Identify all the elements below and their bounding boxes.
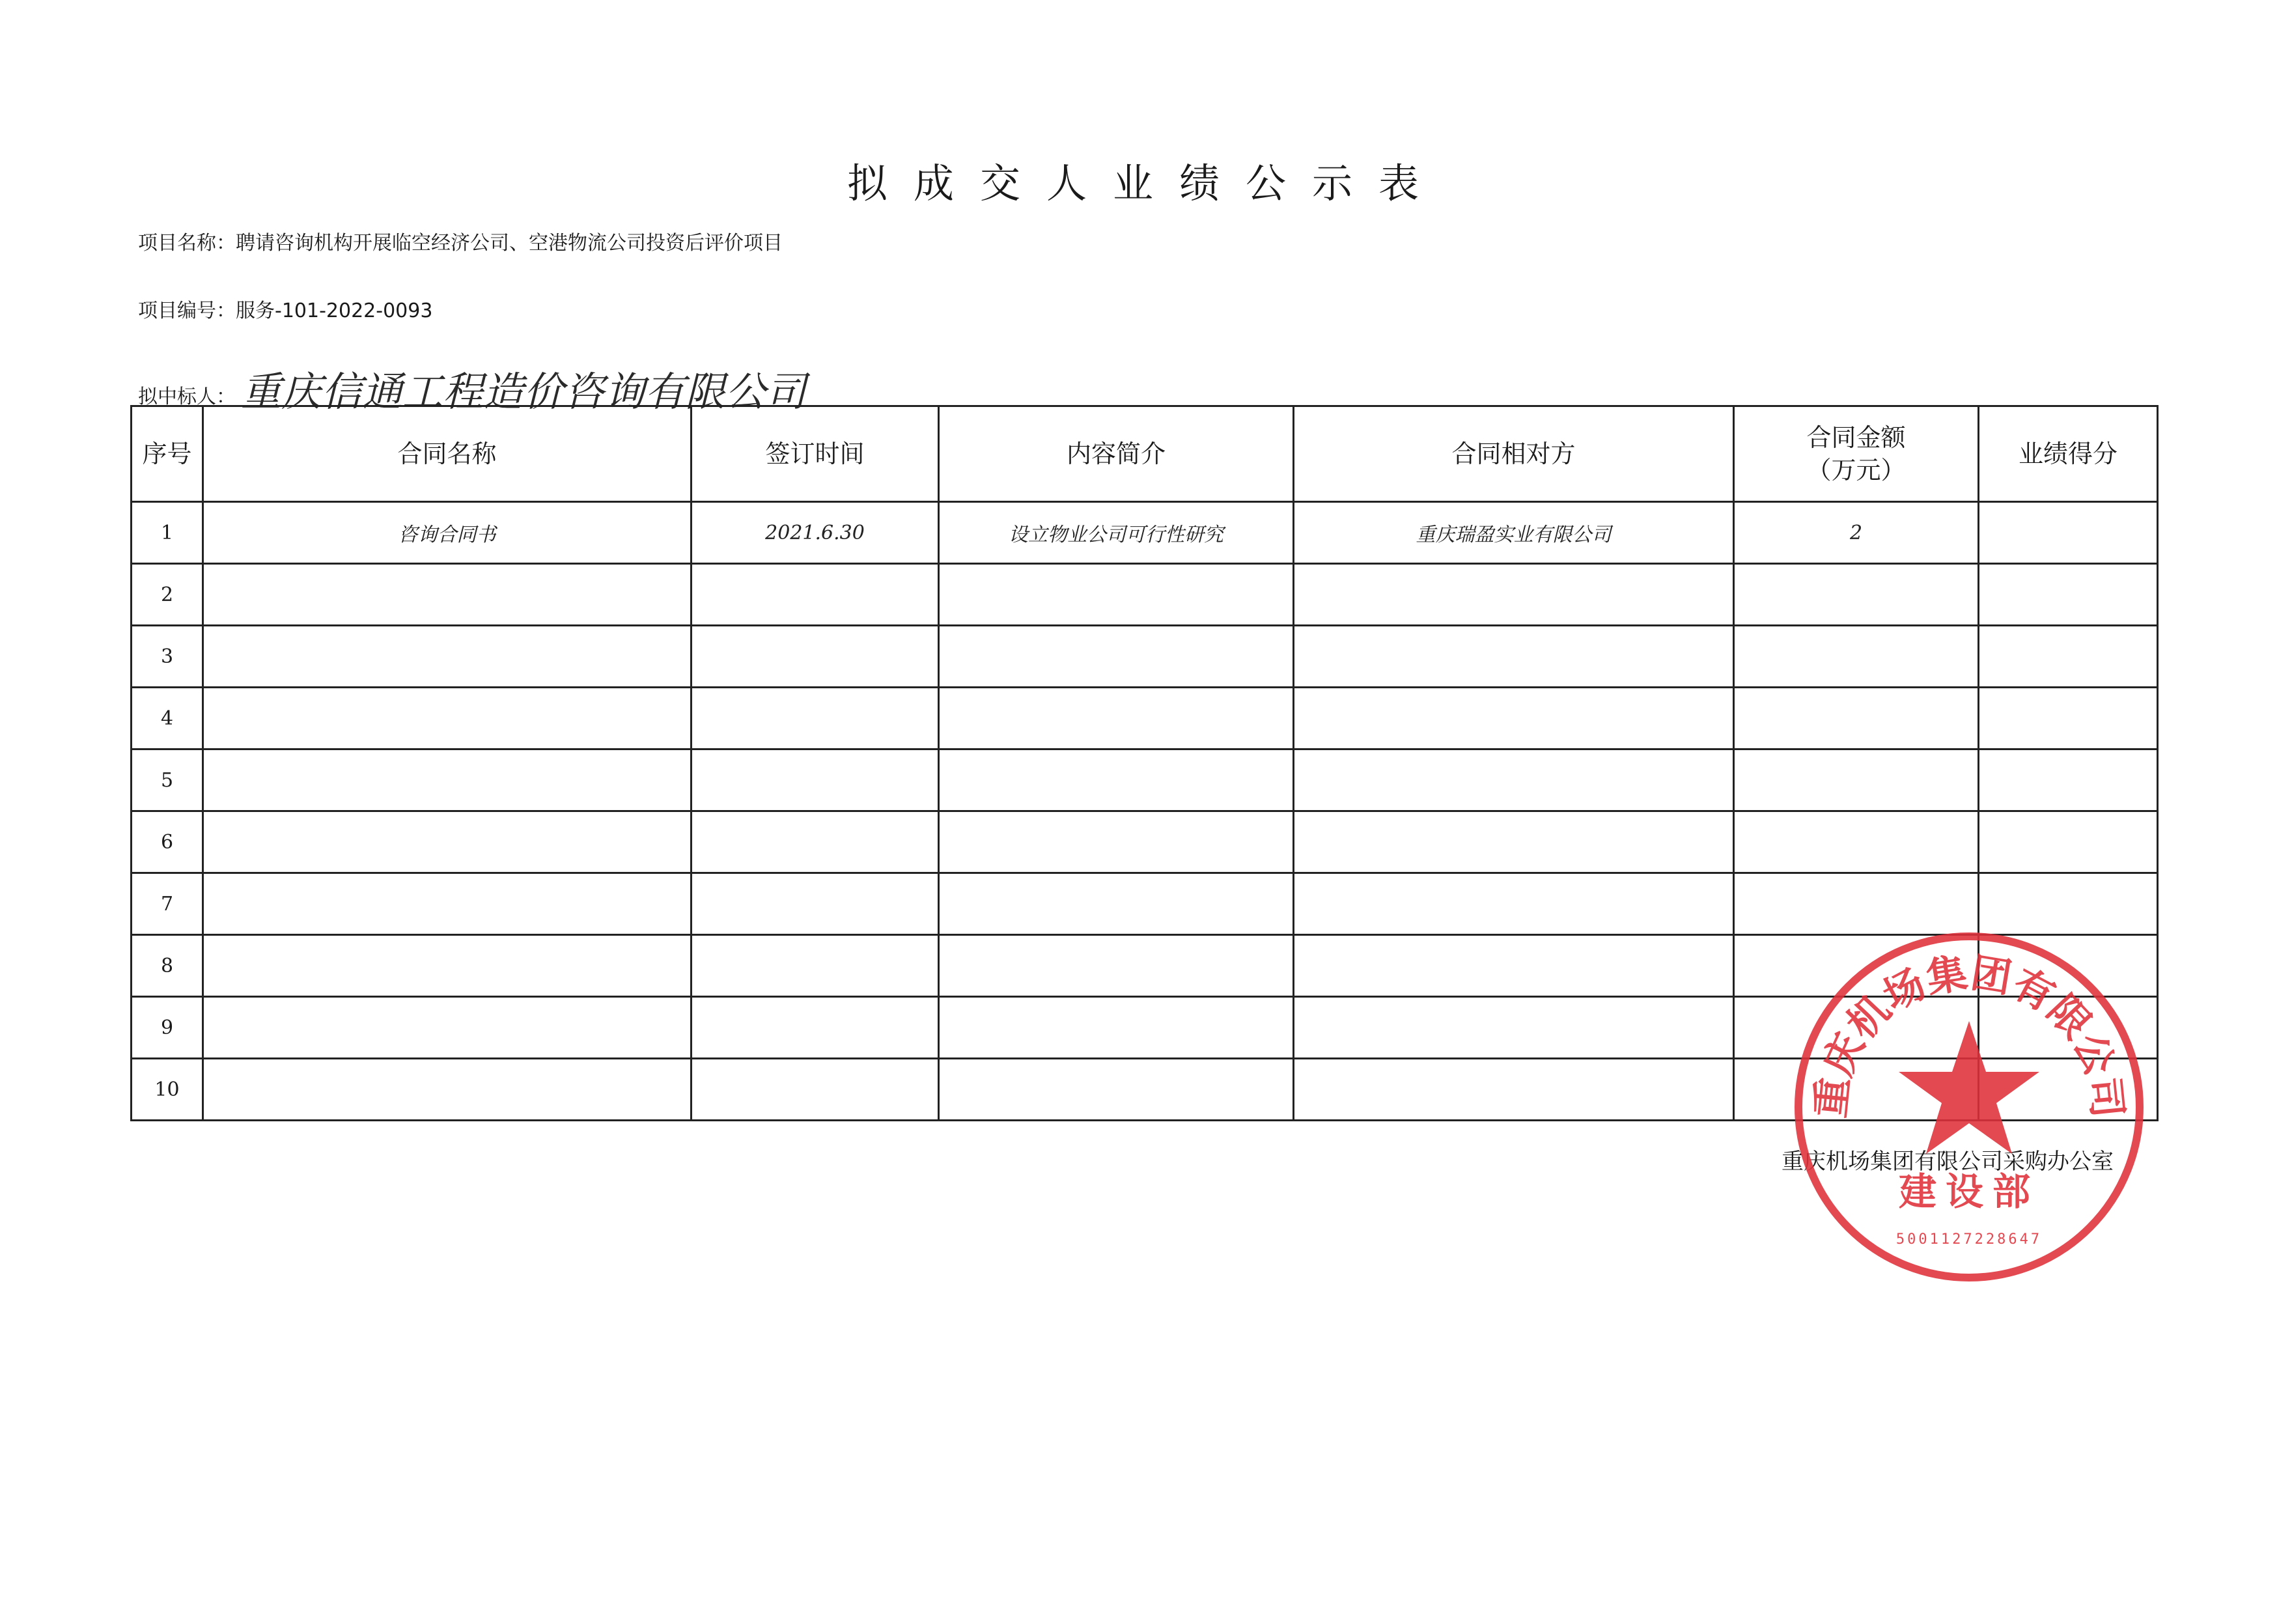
company-seal [1787,925,2151,1289]
row-contract-name [203,688,692,749]
row-contract-name [203,564,692,626]
table-row [132,688,2158,749]
row-sign-date [692,688,939,749]
row-sign-date [692,935,939,997]
row-no: 10 [132,1059,203,1121]
project-name-label: 项目名称： [138,232,236,255]
table-row [132,564,2158,626]
row-contract-name [203,997,692,1059]
proposed-bidder-label: 拟中标人： [138,385,236,408]
row-summary [939,1059,1294,1121]
table-header-row [132,406,2158,502]
project-name-line [138,227,783,255]
row-summary [939,935,1294,997]
seal-code: 5001127228647 [1895,1231,2043,1248]
row-counterparty [1294,1059,1734,1121]
row-no: 2 [132,564,203,626]
row-amount [1734,564,1979,626]
row-amount [1734,626,1979,688]
row-no: 7 [132,873,203,935]
row-no: 8 [132,935,203,997]
row-amount: 2 [1734,502,1979,564]
header-score: 业绩得分 [1979,406,2158,502]
procurement-office: 重庆机场集团有限公司采购办公室 [1782,1149,2114,1175]
row-sign-date [692,564,939,626]
row-counterparty [1294,935,1734,997]
row-score [1979,749,2158,811]
row-contract-name [203,873,692,935]
row-summary [939,564,1294,626]
row-sign-date [692,1059,939,1121]
table-row [132,811,2158,873]
row-no: 3 [132,626,203,688]
row-contract-name: 咨询合同书 [203,502,692,564]
row-sign-date [692,873,939,935]
row-contract-name [203,935,692,997]
row-no: 6 [132,811,203,873]
seal-ring-text: 重庆机场集团有限公司 [1806,948,2132,1120]
row-summary [939,997,1294,1059]
row-contract-name [203,749,692,811]
proposed-bidder-value: 重庆信通工程造价咨询有限公司 [241,368,807,415]
row-amount [1734,749,1979,811]
row-sign-date [692,626,939,688]
row-counterparty [1294,749,1734,811]
seal-department: 建设部 [1898,1169,2040,1214]
table-row [132,502,2158,564]
row-sign-date [692,811,939,873]
row-contract-name [203,626,692,688]
header-counterparty: 合同相对方 [1294,406,1734,502]
row-summary: 设立物业公司可行性研究 [939,502,1294,564]
row-summary [939,749,1294,811]
row-counterparty [1294,997,1734,1059]
row-summary [939,688,1294,749]
row-counterparty [1294,688,1734,749]
row-score [1979,688,2158,749]
document-title: 拟成交人业绩公示表 [846,160,1445,207]
star-icon [1899,1021,2039,1154]
row-counterparty [1294,564,1734,626]
row-sign-date [692,997,939,1059]
header-no: 序号 [132,406,203,502]
header-amount-line1: 合同金额 [1806,423,1906,452]
row-no: 9 [132,997,203,1059]
project-name-value: 聘请咨询机构开展临空经济公司、空港物流公司投资后评价项目 [236,232,783,255]
row-summary [939,873,1294,935]
row-sign-date: 2021.6.30 [692,502,939,564]
project-number-label: 项目编号： [138,300,236,322]
row-summary [939,811,1294,873]
table-row [132,626,2158,688]
row-contract-name [203,1059,692,1121]
row-no: 5 [132,749,203,811]
row-amount [1734,688,1979,749]
project-number-line [138,294,432,323]
project-number-value: 服务-101-2022-0093 [236,300,433,322]
row-amount [1734,811,1979,873]
row-no: 4 [132,688,203,749]
header-amount-line2: （万元） [1806,456,1906,484]
row-score [1979,626,2158,688]
row-counterparty [1294,873,1734,935]
row-sign-date [692,749,939,811]
row-counterparty [1294,811,1734,873]
row-counterparty: 重庆瑞盈实业有限公司 [1294,502,1734,564]
row-counterparty [1294,626,1734,688]
header-summary: 内容简介 [939,406,1294,502]
row-score [1979,811,2158,873]
row-contract-name [203,811,692,873]
row-no: 1 [132,502,203,564]
header-amount [1734,406,1979,502]
header-sign-date: 签订时间 [692,406,939,502]
row-score [1979,564,2158,626]
table-row [132,749,2158,811]
header-contract-name: 合同名称 [203,406,692,502]
row-summary [939,626,1294,688]
row-score [1979,502,2158,564]
